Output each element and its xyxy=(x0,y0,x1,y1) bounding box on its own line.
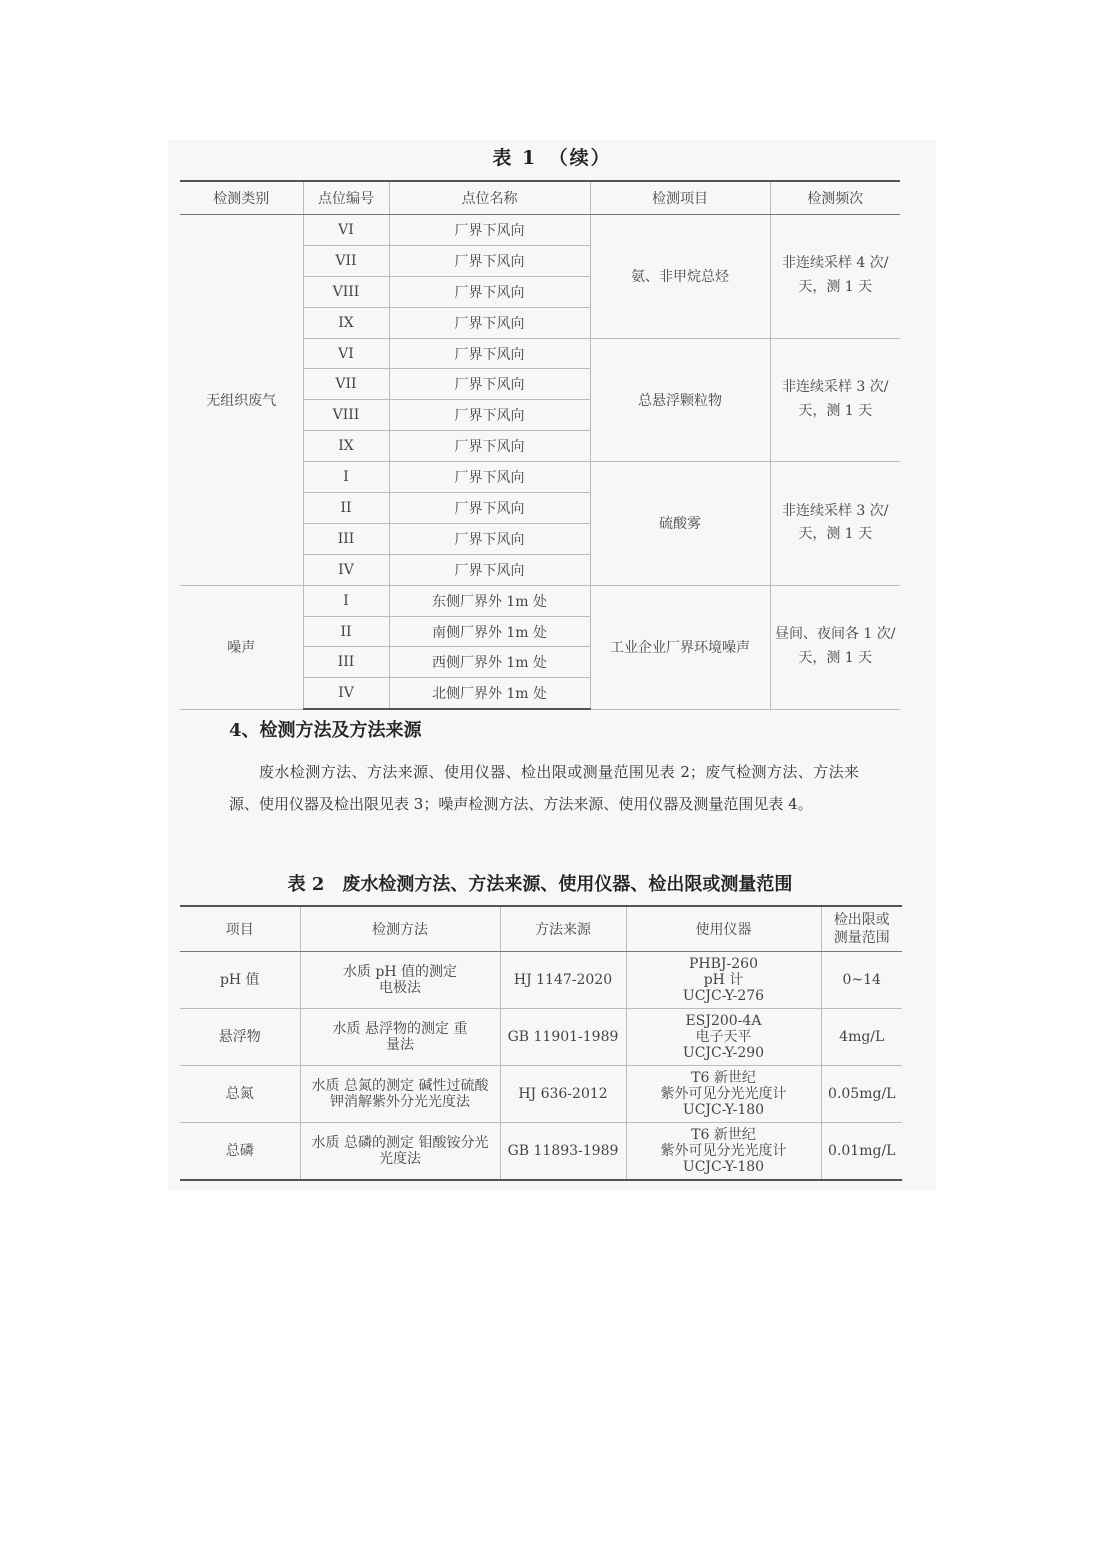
point-code: VI xyxy=(303,338,389,369)
table-row xyxy=(180,1066,902,1123)
method-cell: 水质 总氮的测定 碱性过硫酸钾消解紫外分光光度法 xyxy=(300,1066,500,1123)
point-name: 西侧厂界外 1m 处 xyxy=(389,647,590,678)
item-cell: pH 值 xyxy=(180,952,300,1009)
method-cell: 水质 悬浮物的测定 重量法 xyxy=(300,1009,500,1066)
table2 xyxy=(180,905,902,1181)
point-name: 厂界下风向 xyxy=(389,431,590,462)
instrument-model: ESJ200-4A xyxy=(685,1012,762,1029)
point-name: 厂界下风向 xyxy=(389,338,590,369)
table1-header-cell: 检测类别 xyxy=(180,181,303,215)
instrument-model: T6 新世纪 xyxy=(691,1126,756,1143)
instrument-id: UCJC-Y-180 xyxy=(682,1102,765,1119)
instrument-cell xyxy=(626,952,821,1009)
item-cell: 总氮 xyxy=(180,1066,300,1123)
instrument-cell xyxy=(626,1123,821,1181)
table2-title: 表 2 废水检测方法、方法来源、使用仪器、检出限或测量范围 xyxy=(287,874,793,895)
test-item: 硫酸雾 xyxy=(590,462,770,586)
point-name: 厂界下风向 xyxy=(389,245,590,276)
section-heading: 4、检测方法及方法来源 xyxy=(229,720,422,741)
method-cell: 水质 pH 值的测定 电极法 xyxy=(300,952,500,1009)
point-code: VI xyxy=(303,215,389,246)
table2-header-row xyxy=(180,906,902,952)
point-code: VIII xyxy=(303,400,389,431)
table1 xyxy=(180,180,900,710)
table2-header-cell: 项目 xyxy=(180,906,300,952)
item-cell: 总磷 xyxy=(180,1123,300,1181)
table1-title: 表 1 （续） xyxy=(492,147,612,169)
test-frequency: 非连续采样 3 次/天，测 1 天 xyxy=(770,462,900,586)
category-cell: 噪声 xyxy=(180,585,303,709)
table-row xyxy=(180,1009,902,1066)
point-code: IX xyxy=(303,431,389,462)
point-code: II xyxy=(303,616,389,647)
point-code: IV xyxy=(303,554,389,585)
point-name: 北侧厂界外 1m 处 xyxy=(389,678,590,709)
point-name: 厂界下风向 xyxy=(389,276,590,307)
table2-header-cell: 方法来源 xyxy=(500,906,626,952)
instrument-cell xyxy=(626,1066,821,1123)
test-item: 工业企业厂界环境噪声 xyxy=(590,585,770,709)
test-item: 氨、非甲烷总烃 xyxy=(590,215,770,339)
instrument-name: 紫外可见分光光度计 xyxy=(660,1142,787,1159)
point-name: 厂界下风向 xyxy=(389,307,590,338)
table2-header-cell: 检测方法 xyxy=(300,906,500,952)
table-row xyxy=(180,1123,902,1181)
table2-header-cell: 检出限或测量范围 xyxy=(821,906,902,952)
point-code: I xyxy=(303,585,389,616)
point-name: 厂界下风向 xyxy=(389,215,590,246)
item-cell: 悬浮物 xyxy=(180,1009,300,1066)
point-code: III xyxy=(303,523,389,554)
source-cell: GB 11893-1989 xyxy=(500,1123,626,1181)
point-name: 厂界下风向 xyxy=(389,369,590,400)
point-name: 厂界下风向 xyxy=(389,554,590,585)
instrument-id: UCJC-Y-180 xyxy=(682,1159,765,1176)
point-name: 厂界下风向 xyxy=(389,493,590,524)
instrument-model: T6 新世纪 xyxy=(691,1069,756,1086)
instrument-cell xyxy=(626,1009,821,1066)
source-cell: HJ 636-2012 xyxy=(500,1066,626,1123)
point-code: VII xyxy=(303,369,389,400)
table2-header-cell: 使用仪器 xyxy=(626,906,821,952)
point-code: IV xyxy=(303,678,389,709)
test-frequency: 非连续采样 4 次/天，测 1 天 xyxy=(770,215,900,339)
instrument-id: UCJC-Y-276 xyxy=(682,988,765,1005)
instrument-name: 电子天平 xyxy=(695,1028,752,1045)
table1-header-cell: 点位名称 xyxy=(389,181,590,215)
point-name: 厂界下风向 xyxy=(389,462,590,493)
limit-cell: 0~14 xyxy=(821,952,902,1009)
point-name: 南侧厂界外 1m 处 xyxy=(389,616,590,647)
table1-header-cell: 点位编号 xyxy=(303,181,389,215)
limit-cell: 0.01mg/L xyxy=(821,1123,902,1181)
table-row xyxy=(180,585,900,616)
test-frequency: 非连续采样 3 次/天，测 1 天 xyxy=(770,338,900,462)
table1-header-cell: 检测项目 xyxy=(590,181,770,215)
source-cell: GB 11901-1989 xyxy=(500,1009,626,1066)
test-frequency: 昼间、夜间各 1 次/天，测 1 天 xyxy=(770,585,900,709)
section-paragraph: 废水检测方法、方法来源、使用仪器、检出限或测量范围见表 2；废气检测方法、方法来源、使用仪器及检出限见表 3；噪声检测方法、方法来源、使用仪器及测量范围见表 4。 xyxy=(229,763,859,813)
point-code: VIII xyxy=(303,276,389,307)
table1-header-cell: 检测频次 xyxy=(770,181,900,215)
table-row xyxy=(180,215,900,246)
point-code: III xyxy=(303,647,389,678)
instrument-name: 紫外可见分光光度计 xyxy=(660,1085,787,1102)
limit-cell: 4mg/L xyxy=(821,1009,902,1066)
point-name: 厂界下风向 xyxy=(389,400,590,431)
instrument-id: UCJC-Y-290 xyxy=(682,1045,765,1062)
point-code: IX xyxy=(303,307,389,338)
test-item: 总悬浮颗粒物 xyxy=(590,338,770,462)
source-cell: HJ 1147-2020 xyxy=(500,952,626,1009)
point-name: 东侧厂界外 1m 处 xyxy=(389,585,590,616)
method-cell: 水质 总磷的测定 钼酸铵分光光度法 xyxy=(300,1123,500,1181)
limit-cell: 0.05mg/L xyxy=(821,1066,902,1123)
point-name: 厂界下风向 xyxy=(389,523,590,554)
category-cell: 无组织废气 xyxy=(180,215,303,586)
instrument-name: pH 计 xyxy=(703,971,744,988)
table-row xyxy=(180,952,902,1009)
table1-header-row xyxy=(180,181,900,215)
point-code: VII xyxy=(303,245,389,276)
point-code: I xyxy=(303,462,389,493)
instrument-model: PHBJ-260 xyxy=(689,955,758,972)
point-code: II xyxy=(303,493,389,524)
